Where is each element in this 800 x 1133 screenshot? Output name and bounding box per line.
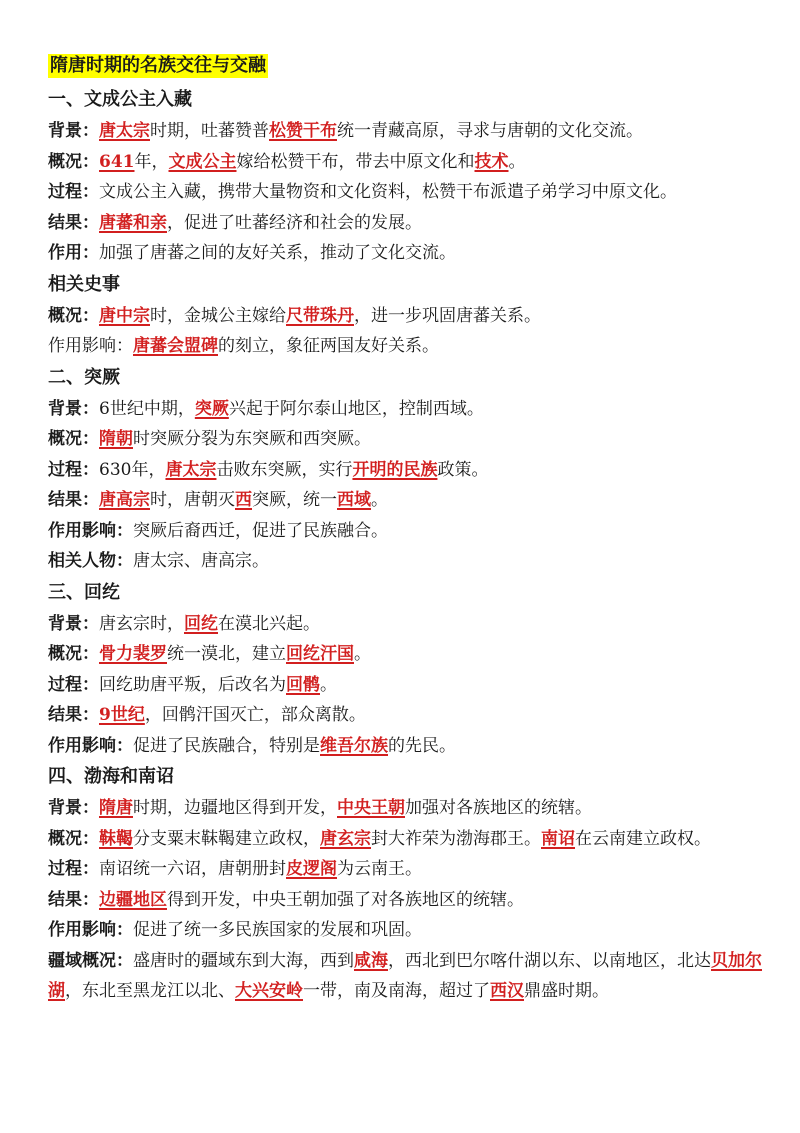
- content-line: [48, 546, 768, 577]
- line-text: 嫁给松赞干布，带去中原文化和: [236, 151, 475, 172]
- content-line: [48, 854, 768, 885]
- line-text: 时突厥分裂为东突厥和西突厥。: [133, 429, 371, 449]
- highlighted-keyword: 唐玄宗: [320, 828, 371, 849]
- line-text: 加强对各族地区的统辖。: [405, 798, 592, 818]
- line-text: 加强了唐蕃之间的友好关系，推动了文化交流。: [99, 243, 456, 263]
- line-label: 过程：: [48, 182, 99, 202]
- content-line: [48, 301, 768, 332]
- content-line: [48, 639, 768, 670]
- line-text: 唐玄宗时，: [99, 613, 184, 634]
- line-text: 得到开发，中央王朝加强了对各族地区的统辖。: [167, 889, 524, 910]
- line-text: 。: [371, 490, 388, 510]
- line-label: 作用影响：: [48, 520, 133, 541]
- line-text: 6世纪中期，: [99, 398, 195, 419]
- highlighted-keyword: 唐太宗: [99, 121, 150, 141]
- content-line: [48, 238, 768, 269]
- line-label: 结果：: [48, 889, 99, 910]
- line-text: 文成公主入藏，携带大量物资和文化资料，松赞干布派遣子弟学习中原文化。: [99, 182, 677, 202]
- line-text: 突厥后裔西迁，促进了民族融合。: [133, 520, 388, 541]
- line-label: 背景：: [48, 121, 99, 141]
- line-label: 作用：: [48, 243, 99, 263]
- line-text: 击败东突厥，实行: [216, 459, 353, 480]
- line-text: 兴起于阿尔泰山地区，控制西域。: [228, 398, 484, 419]
- line-text: 唐太宗、唐高宗。: [133, 551, 269, 571]
- content-line: [48, 394, 768, 425]
- line-text: 南诏统一六诏，唐朝册封: [99, 859, 286, 879]
- line-label: 结果：: [48, 212, 99, 233]
- line-text: 一带，南及南海，超过了: [303, 981, 490, 1001]
- line-text: 的刻立，象征两国友好关系。: [218, 336, 439, 356]
- line-label: 背景：: [48, 798, 99, 818]
- content-line: [48, 424, 768, 455]
- line-label: 结果：: [48, 705, 99, 725]
- content-line: [48, 793, 768, 824]
- line-text: 政策。: [437, 459, 489, 480]
- line-text: 时，唐朝灭: [150, 490, 235, 510]
- highlighted-keyword: 文成公主: [168, 151, 237, 172]
- line-label: 过程：: [48, 674, 99, 695]
- highlighted-keyword: 骨力裴罗: [99, 644, 167, 664]
- line-text: 630年，: [99, 459, 166, 480]
- line-label: 概况：: [48, 644, 99, 664]
- highlighted-keyword: 唐蕃和亲: [99, 212, 167, 233]
- content-line: [48, 700, 768, 731]
- document-body: [48, 54, 768, 1007]
- line-text: 统一青藏高原，寻求与唐朝的文化交流。: [337, 121, 643, 141]
- section-heading: 一、文成公主入藏: [48, 89, 192, 110]
- line-label: 概况：: [48, 429, 99, 449]
- line-text: 回纥助唐平叛，后改名为: [99, 674, 286, 695]
- highlighted-keyword: 西: [235, 490, 252, 510]
- page-title: 隋唐时期的名族交往与交融: [50, 55, 266, 76]
- line-label: 概况：: [48, 828, 99, 849]
- content-line: [48, 670, 768, 701]
- line-text: 的先民。: [388, 735, 456, 756]
- content-line: [48, 147, 768, 178]
- line-label: 作用影响：: [48, 735, 133, 756]
- line-label: 过程：: [48, 459, 99, 480]
- line-label: 背景：: [48, 398, 99, 419]
- highlighted-keyword: 西域: [337, 490, 371, 510]
- highlighted-keyword: 641: [99, 151, 135, 172]
- highlighted-keyword: 技术: [474, 151, 509, 172]
- line-label: 疆域概况：: [48, 950, 133, 971]
- content-line: [48, 208, 768, 239]
- highlighted-keyword: 皮逻阁: [286, 859, 337, 879]
- line-text: 。: [354, 644, 371, 664]
- highlighted-keyword: 唐蕃会盟碑: [133, 336, 218, 356]
- line-text: 时，金城公主嫁给: [150, 305, 286, 326]
- line-text: 分支粟末靺鞨建立政权，: [133, 828, 320, 849]
- highlighted-keyword: 大兴安岭: [235, 981, 303, 1001]
- highlighted-keyword: 咸海: [354, 950, 388, 971]
- highlighted-keyword: 隋唐: [99, 798, 133, 818]
- highlighted-keyword: 维吾尔族: [320, 735, 388, 756]
- highlighted-keyword: 隋朝: [99, 429, 133, 449]
- content-line: [48, 516, 768, 547]
- line-text: 时期，吐蕃赞普: [150, 121, 269, 141]
- line-text: 促进了统一多民族国家的发展和巩固。: [133, 920, 422, 940]
- content-line: [48, 731, 768, 762]
- highlighted-keyword: 回纥汗国: [286, 644, 354, 664]
- line-text: ，进一步巩固唐蕃关系。: [354, 305, 541, 326]
- line-text: 年，: [134, 151, 169, 172]
- line-text: ，西北到巴尔喀什湖以东、以南地区，北达: [388, 950, 711, 971]
- line-text: 盛唐时的疆域东到大海，西到: [133, 950, 354, 971]
- line-text: ，回鹘汗国灭亡，部众离散。: [144, 705, 366, 725]
- line-label: 结果：: [48, 490, 99, 510]
- highlighted-keyword: 唐太宗: [165, 459, 217, 480]
- highlighted-keyword: 靺鞨: [99, 828, 133, 849]
- highlighted-keyword: 贝加尔湖: [48, 950, 762, 1001]
- highlighted-keyword: 突厥: [194, 398, 229, 419]
- content-line: [48, 915, 768, 946]
- content-line: [48, 177, 768, 208]
- line-text: 为云南王。: [337, 859, 422, 879]
- line-text: 鼎盛时期。: [524, 981, 609, 1001]
- content-line: [48, 824, 768, 855]
- highlighted-keyword: 尺带珠丹: [286, 305, 354, 326]
- highlighted-keyword: 回鹘: [286, 674, 320, 695]
- line-text: 封大祚荣为渤海郡王。: [371, 828, 541, 849]
- highlighted-keyword: 西汉: [490, 981, 524, 1001]
- content-blocks: [48, 84, 768, 1007]
- line-label: 背景：: [48, 613, 99, 634]
- content-line: [48, 116, 768, 147]
- highlighted-keyword: 9世纪: [99, 705, 145, 725]
- highlighted-keyword: 开明的民族: [352, 459, 438, 480]
- content-line: [48, 885, 768, 916]
- highlighted-keyword: 边疆地区: [99, 889, 167, 910]
- highlighted-keyword: 南诏: [541, 828, 575, 849]
- content-line: [48, 485, 768, 516]
- content-line: [48, 455, 768, 486]
- line-text: 。: [508, 151, 526, 172]
- line-label: 作用影响：: [48, 920, 133, 940]
- line-text: 时期，边疆地区得到开发，: [133, 798, 337, 818]
- line-label: 概况：: [48, 305, 99, 326]
- highlighted-keyword: 唐中宗: [99, 305, 150, 326]
- line-text: 突厥，统一: [252, 490, 337, 510]
- section-heading: 三、回纥: [48, 581, 120, 603]
- section-heading: 二、突厥: [48, 366, 120, 388]
- highlighted-keyword: 回纥: [184, 613, 218, 634]
- line-text: 统一漠北，建立: [167, 644, 286, 664]
- line-text: 在云南建立政权。: [575, 828, 711, 849]
- line-text: ，东北至黑龙江以北、: [65, 981, 235, 1001]
- line-label: 概况：: [48, 151, 99, 172]
- line-label: 过程：: [48, 859, 99, 879]
- highlighted-keyword: 唐高宗: [99, 490, 150, 510]
- section-heading: 相关史事: [48, 273, 120, 295]
- content-line: [48, 609, 768, 640]
- line-label: 相关人物：: [48, 551, 133, 571]
- content-line: [48, 331, 768, 362]
- section-heading: 四、渤海和南诏: [48, 766, 174, 787]
- highlighted-keyword: 中央王朝: [337, 798, 405, 818]
- content-line: [48, 946, 768, 1007]
- line-text: 促进了民族融合，特别是: [133, 735, 320, 756]
- highlighted-keyword: 松赞干布: [269, 121, 337, 141]
- line-text: 在漠北兴起。: [218, 613, 320, 634]
- line-text: ，促进了吐蕃经济和社会的发展。: [167, 212, 422, 233]
- line-label: 作用影响：: [48, 336, 133, 356]
- line-text: 。: [320, 674, 337, 695]
